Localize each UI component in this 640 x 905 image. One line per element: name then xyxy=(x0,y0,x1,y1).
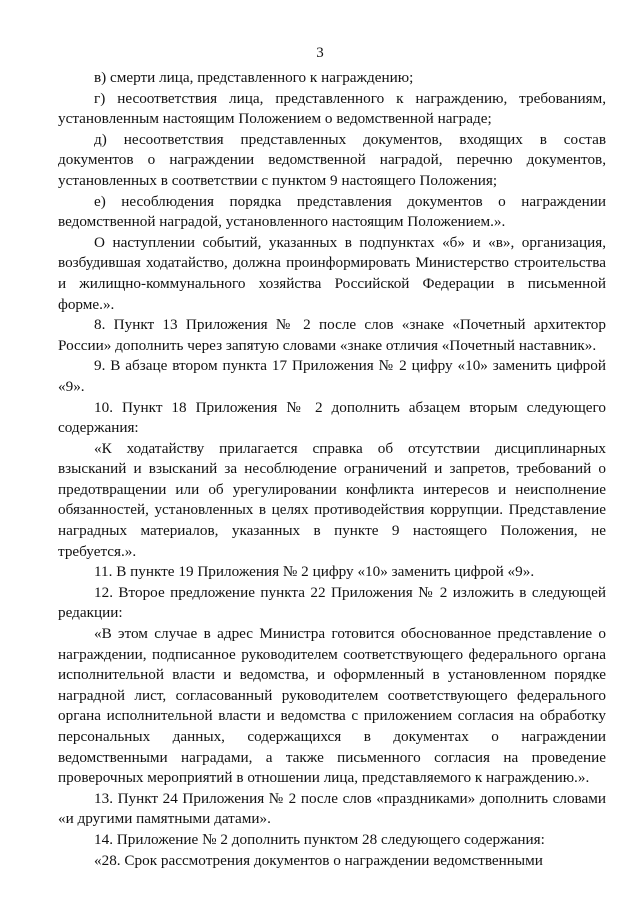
paragraph-subitem-d: д) несоответствия представленных документов, входящих в состав документов о награждении ведомственной наградой, перечню документов, установленных в соответствии с пунктом 9 настоящего Положения; xyxy=(58,130,606,189)
paragraph-subitem-v: в) смерти лица, представленного к награждению; xyxy=(94,69,414,86)
document-body xyxy=(58,68,606,871)
paragraph-item-28-start: «28. Срок рассмотрения документов о награждении ведомственными xyxy=(94,851,543,869)
paragraph-item-13: 13. Пункт 24 Приложения № 2 после слов «праздниками» дополнить словами «и другими памятными датами». xyxy=(58,789,606,828)
paragraph-item-11: 11. В пункте 19 Приложения № 2 цифру «10» заменить цифрой «9». xyxy=(94,563,535,581)
paragraph-item-10: 10. Пункт 18 Приложения № 2 дополнить абзацем вторым следующего содержания: xyxy=(58,398,606,437)
paragraph-item-12: 12. Второе предложение пункта 22 Приложения № 2 изложить в следующей редакции: xyxy=(58,583,606,622)
paragraph-item-12-quote: «В этом случае в адрес Министра готовится обоснованное представление о награждении, подписанное руководителем соответствующего федерального органа исполнительной власти и ведомства, и оформленный в установленном порядке наградной лист, согласованный руководителем соответствующего федерального органа исполнительной власти и ведомства с приложением согласия на обработку персональных данных, содержащихся в документах о награждении ведомственными наградами, а также письменного согласия на проведение проверочных мероприятий в отношении лица, представляемого к награждению.». xyxy=(58,625,606,787)
paragraph-notification: О наступлении событий, указанных в подпунктах «б» и «в», организация, возбудившая ходатайство, должна проинформировать Министерство строительства и жилищно-коммунального хозяйства Российской Федерации в письменной форме.». xyxy=(58,233,606,313)
paragraph-subitem-g: г) несоответствия лица, представленного к награждению, требованиям, установленным настоящим Положением о ведомственной награде; xyxy=(58,89,606,128)
paragraph-subitem-e: е) несоблюдения порядка представления документов о награждении ведомственной наградой, установленного настоящим Положением.». xyxy=(58,192,606,231)
paragraph-item-8: 8. Пункт 13 Приложения № 2 после слов «знаке «Почетный архитектор России» дополнить через запятую словами «знаке отличия «Почетный наставник». xyxy=(58,316,606,354)
paragraph-item-10-quote: «К ходатайству прилагается справка об отсутствии дисциплинарных взысканий и взысканий за несоблюдение ограничений и запретов, требований о предотвращении или об урегулировании конфликта интересов и неисполнение обязанностей, установленных в целях противодействия коррупции. Представление наградных материалов, указанных в пункте 9 настоящего Положения, не требуется.». xyxy=(58,439,606,560)
page-number: 3 xyxy=(316,45,324,61)
paragraph-item-9: 9. В абзаце втором пункта 17 Приложения № 2 цифру «10» заменить цифрой «9». xyxy=(58,357,606,395)
paragraph-item-14: 14. Приложение № 2 дополнить пунктом 28 следующего содержания: xyxy=(94,830,545,848)
